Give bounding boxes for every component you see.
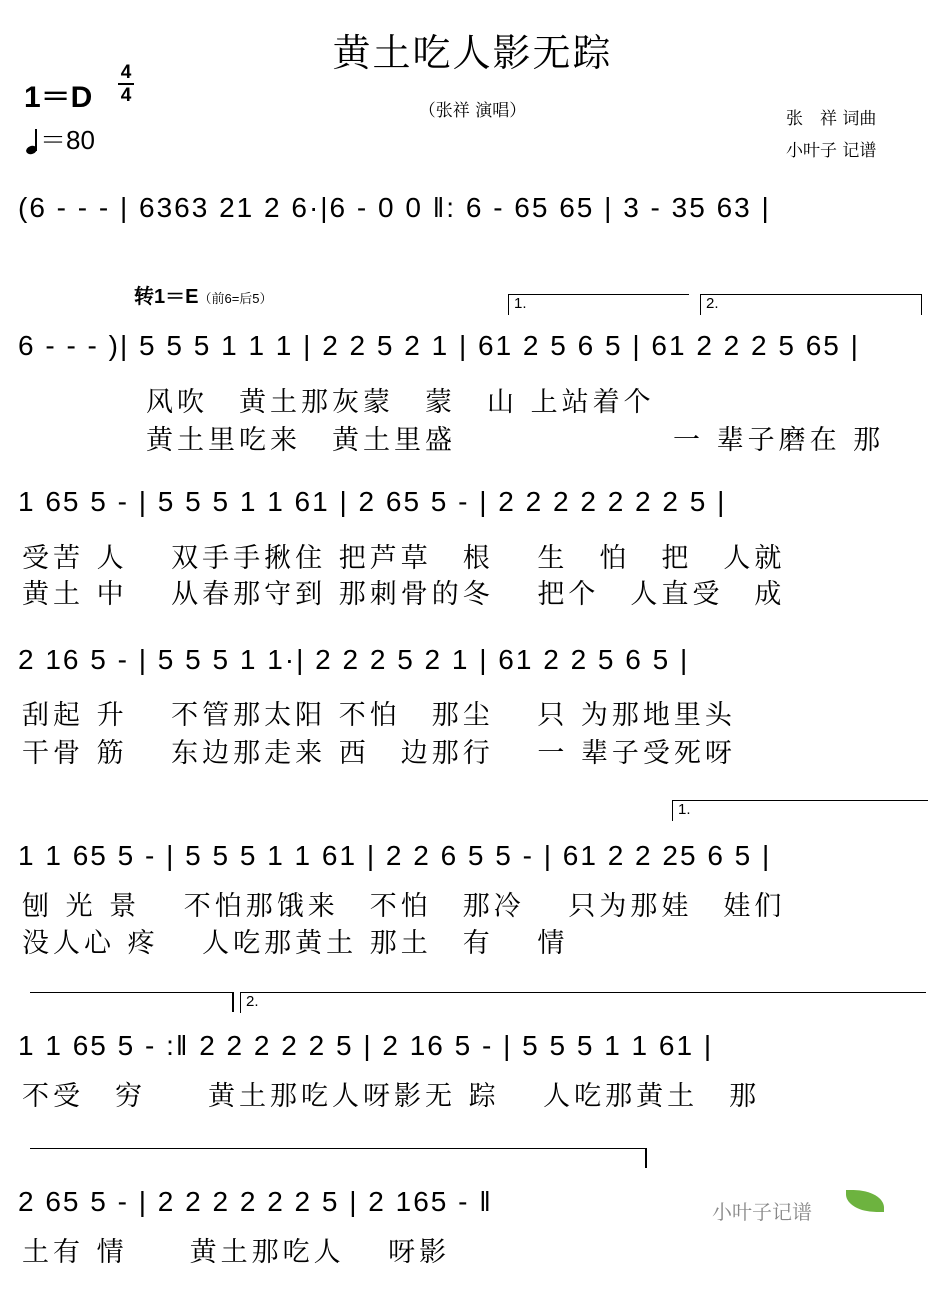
staff-line-1: (6 - - - | 6363 21 2 6·|6 - 0 0 ‖: 6 - 65 65 | 3 - 35 63 | (18, 192, 771, 223)
volta-second-ending-2: 2. (240, 992, 926, 1013)
time-signature-top: 4 (120, 62, 132, 83)
lyric-line-2: 黄土里吃来 黄土里盛 一 辈子磨在 那 (146, 425, 885, 456)
time-signature (118, 62, 134, 106)
volta-end-tick-2 (645, 1148, 647, 1168)
lyric-line-3: 受苦 人 双手手揪住 把芦草 根 生 怕 把 人就 (22, 543, 786, 574)
volta-first-ending: 1. (508, 294, 689, 315)
staff-line-3: 1 65 5 - | 5 5 5 1 1 61 | 2 65 5 - | 2 2 2 2 2 2 2 5 | (18, 486, 727, 517)
staff-line-6: 1 1 65 5 - :‖ 2 2 2 2 2 5 | 2 16 5 - | 5 5 5 1 1 61 | (18, 1030, 714, 1061)
lyric-line-7: 刨 光 景 不怕那饿来 不怕 那冷 只为那娃 娃们 (22, 891, 786, 922)
volta-first-ending-2: 1. (672, 800, 928, 821)
volta-end-tick (232, 992, 234, 1012)
staff-line-7: 2 65 5 - | 2 2 2 2 2 2 5 | 2 165 - ‖ (18, 1186, 493, 1217)
key-signature: 1＝D (24, 81, 93, 114)
performer-subtitle: （张祥 演唱） (418, 101, 527, 121)
quarter-note-icon (26, 128, 40, 156)
volta-continuation-line-2 (30, 1148, 645, 1149)
volta-continuation-line (30, 992, 232, 993)
lyric-line-5: 刮起 升 不管那太阳 不怕 那尘 只 为那地里头 (22, 700, 736, 731)
staff-line-2: 6 - - - )| 5 5 5 1 1 1 | 2 2 5 2 1 | 61 2 5 6 5 | 61 2 2 2 5 65 | (18, 330, 860, 361)
lyric-line-10: 土有 情 黄土那吃人 呀影 (22, 1237, 451, 1268)
lyric-line-8: 没人心 疼 人吃那黄土 那土 有 情 (22, 928, 569, 959)
modulation-note: （前6=后5） (198, 291, 273, 306)
lyric-line-9: 不受 穷 黄土那吃人呀影无 踪 人吃那黄土 那 (22, 1081, 761, 1112)
modulation-label: 转1＝E (134, 286, 199, 308)
modulation-marking (134, 280, 273, 309)
volta-second-ending: 2. (700, 294, 922, 315)
time-signature-bottom: 4 (120, 85, 132, 106)
tempo-value: ＝80 (40, 125, 95, 155)
lyric-line-1: 风吹 黄土那灰蒙 蒙 山 上站着个 (146, 387, 655, 418)
lyric-line-6: 干骨 筋 东边那走来 西 边那行 一 辈子受死呀 (22, 738, 736, 769)
staff-line-5: 1 1 65 5 - | 5 5 5 1 1 61 | 2 2 6 5 5 - | 61 2 2 25 6 5 | (18, 840, 772, 871)
song-title: 黄土吃人影无踪 (332, 31, 613, 75)
credit-lyricist-composer: 张 祥 词曲 (786, 109, 877, 129)
staff-line-4: 2 16 5 - | 5 5 5 1 1·| 2 2 2 5 2 1 | 61 2 2 5 6 5 | (18, 644, 690, 675)
watermark-text: 小叶子记谱 (712, 1200, 812, 1224)
credit-transcriber: 小叶子 记谱 (786, 141, 877, 161)
lyric-line-4: 黄土 中 从春那守到 那刺骨的冬 把个 人直受 成 (22, 579, 786, 610)
leaf-logo-icon (846, 1190, 884, 1212)
tempo-marking (26, 120, 95, 157)
